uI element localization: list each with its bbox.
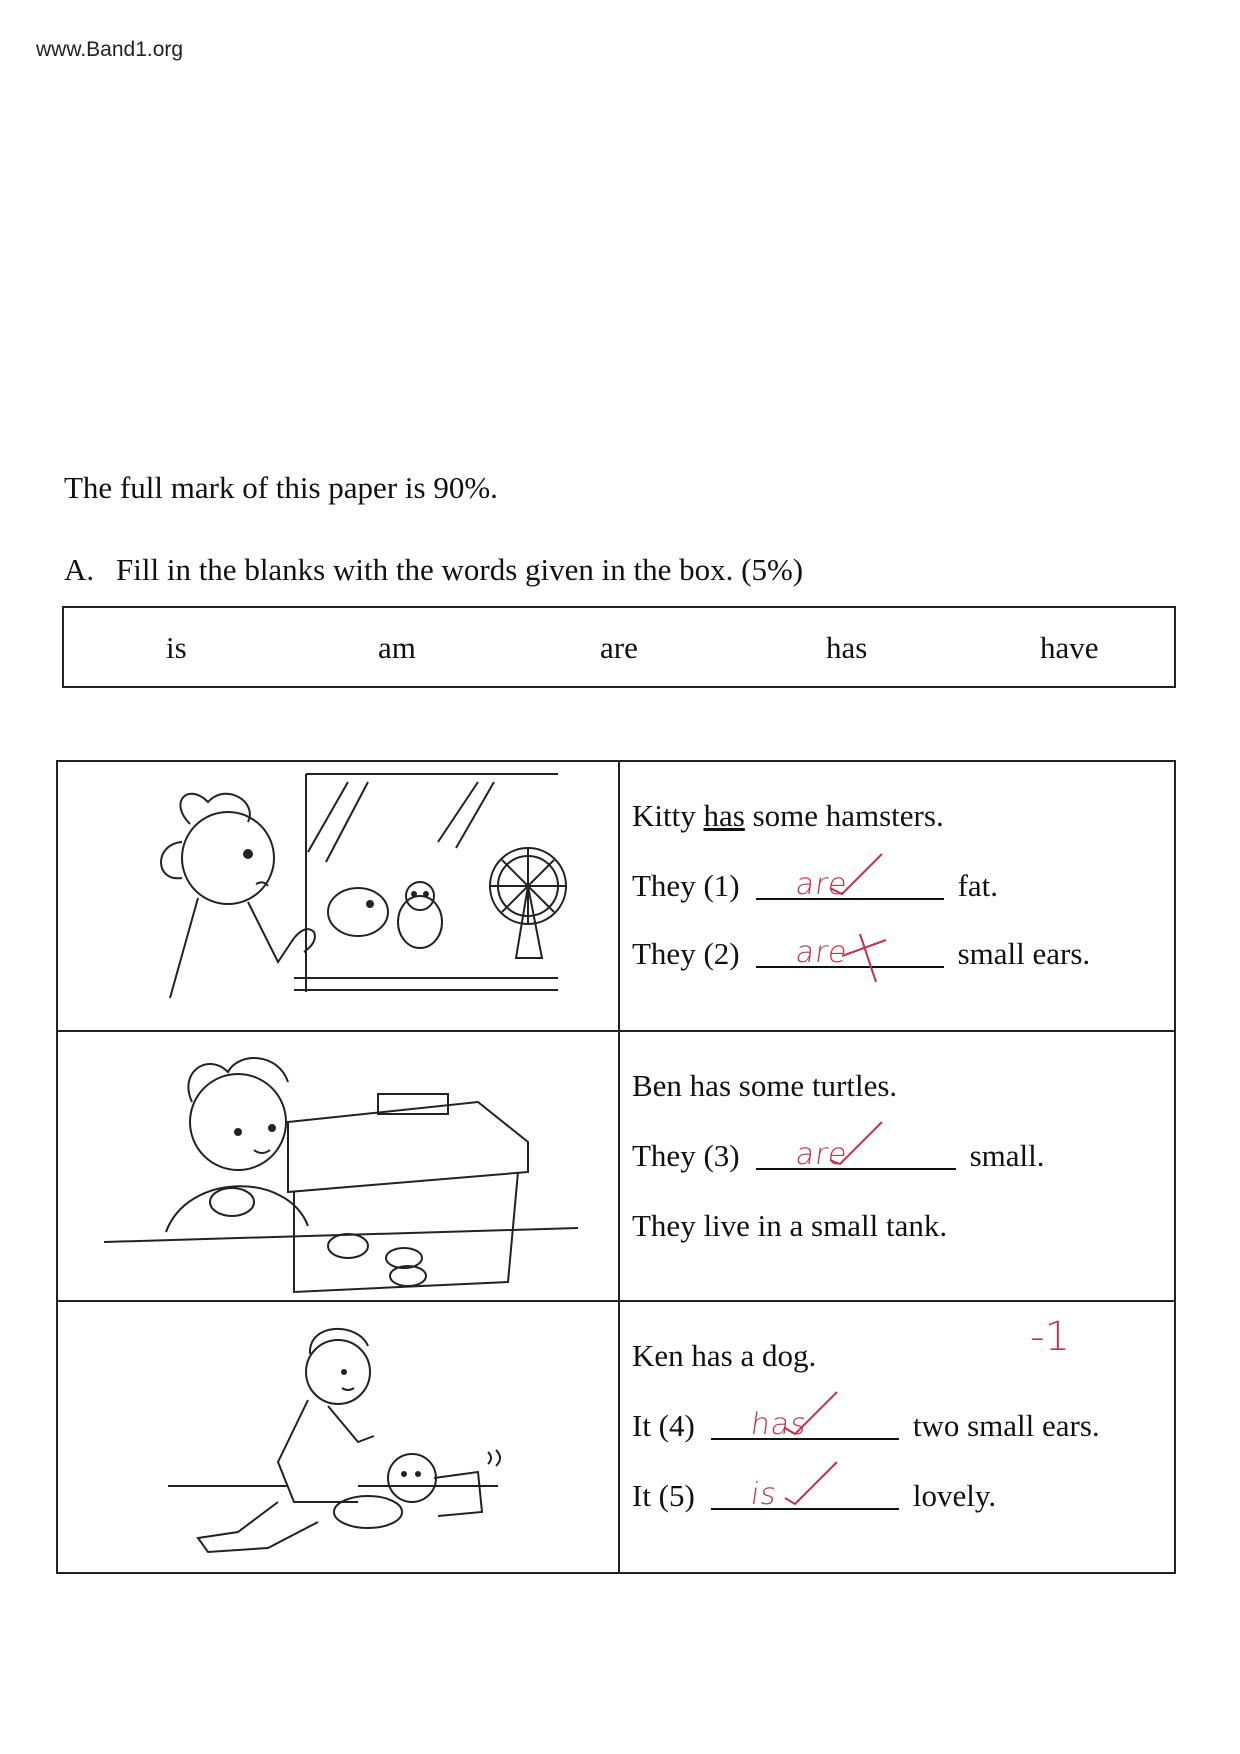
score-annotation: -1 [1030, 1314, 1070, 1360]
section-a-title [64, 552, 803, 588]
question-3: They (3) are small. [632, 1138, 1045, 1174]
question-4: It (4) has two small ears. [632, 1408, 1100, 1444]
girl-with-hamsters-illustration [58, 762, 620, 1030]
word-box [62, 606, 1176, 688]
word-option: have [1040, 630, 1099, 665]
boy-with-turtle-tank-illustration [58, 1032, 620, 1300]
sentence-ken: Ken has a dog. [632, 1338, 817, 1373]
underlined-key-word: has [703, 798, 745, 833]
word-option: is [166, 630, 187, 665]
word-option: has [826, 630, 868, 665]
handwritten-answer: are [793, 867, 850, 902]
sentence-ben: Ben has some turtles. [632, 1068, 898, 1103]
word-option: are [600, 630, 638, 665]
exercise-row [58, 1302, 1174, 1572]
tick-mark-icon [826, 848, 886, 898]
question-2: They (2) are small ears. [632, 936, 1090, 972]
tick-mark-icon [781, 1458, 841, 1508]
answer-blank-5[interactable] [711, 1478, 899, 1510]
exercise-row [58, 1032, 1174, 1302]
word-option: am [378, 630, 416, 665]
full-mark-note: The full mark of this paper is 90%. [64, 470, 498, 505]
boy-feeding-dog-illustration [58, 1302, 620, 1572]
exercise-row [58, 762, 1174, 1032]
site-watermark: www.Band1.org [36, 38, 184, 61]
handwritten-answer: are [793, 1137, 850, 1172]
handwritten-answer: are [793, 935, 850, 970]
sentence-kitty: Kitty has some hamsters. [632, 798, 944, 833]
question-1: They (1) are fat. [632, 868, 998, 904]
section-number: A. [64, 552, 95, 587]
handwritten-answer: has [748, 1407, 810, 1442]
answer-blank-3[interactable] [756, 1138, 956, 1170]
exercise-table [56, 760, 1176, 1574]
answer-blank-4[interactable] [711, 1408, 899, 1440]
answer-blank-1[interactable] [756, 868, 944, 900]
handwritten-answer: is [748, 1477, 780, 1512]
section-instruction: Fill in the blanks with the words given in the box. (5%) [116, 552, 804, 587]
sentence-tank: They live in a small tank. [632, 1208, 948, 1243]
tick-mark-icon [826, 1118, 886, 1168]
tick-mark-icon [781, 1388, 841, 1438]
answer-blank-2[interactable] [756, 936, 944, 968]
question-5: It (5) is lovely. [632, 1478, 996, 1514]
cross-mark-icon [836, 926, 896, 986]
